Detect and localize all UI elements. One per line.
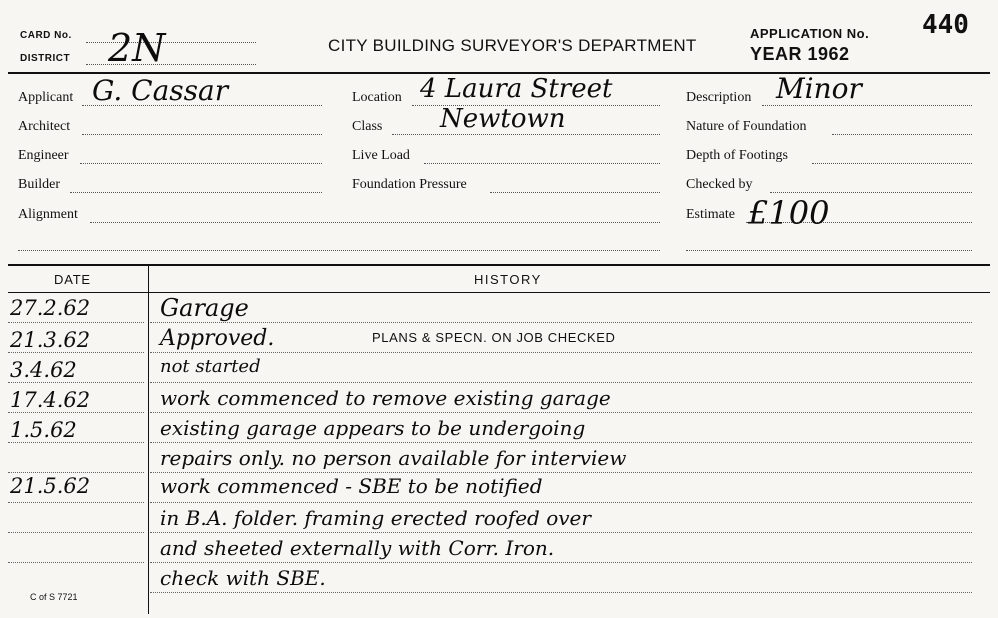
date-cell: 21.5.62	[10, 474, 91, 498]
ruled-line	[150, 532, 972, 533]
estimate-value: £100	[748, 194, 830, 232]
depth-of-footings-label: Depth of Footings	[686, 148, 788, 163]
date-cell: 21.3.62	[10, 328, 91, 352]
class-line	[392, 134, 660, 135]
year-label: YEAR 1962	[750, 44, 850, 64]
alignment-line	[90, 222, 660, 223]
alignment-label: Alignment	[18, 207, 78, 222]
live-load-line	[424, 163, 660, 164]
ruled-line	[150, 562, 972, 563]
history-header-rule	[8, 292, 990, 293]
history-entry: Garage	[160, 294, 249, 322]
blank-line	[18, 250, 660, 251]
class-value: Newtown	[440, 104, 566, 134]
date-ruled-line	[8, 352, 144, 353]
date-cell: 1.5.62	[10, 418, 77, 442]
date-header: DATE	[54, 272, 91, 287]
description-value: Minor	[776, 72, 862, 105]
ruled-line	[150, 382, 972, 383]
builder-line	[70, 192, 322, 193]
history-entry: and sheeted externally with Corr. Iron.	[160, 536, 555, 560]
form-code: C of S 7721	[30, 592, 78, 602]
ruled-line	[150, 412, 972, 413]
ruled-line	[150, 352, 972, 353]
description-label: Description	[686, 90, 752, 105]
date-cell: 17.4.62	[10, 388, 91, 412]
card-no-label: CARD No.	[20, 30, 72, 41]
history-entry: in B.A. folder. framing erected roofed over	[160, 506, 591, 530]
application-label: APPLICATION No.	[750, 26, 870, 41]
history-header: HISTORY	[474, 272, 542, 287]
history-entry: check with SBE.	[160, 566, 326, 590]
history-entry: Approved.	[160, 326, 275, 351]
blank-line-right	[686, 250, 972, 251]
location-label: Location	[352, 90, 402, 105]
district-value: 2N	[108, 26, 166, 70]
history-entry: work commenced - SBE to be notified	[160, 474, 543, 498]
foundation-pressure-line	[490, 192, 660, 193]
history-entry: not started	[160, 356, 261, 377]
ruled-line	[150, 322, 972, 323]
checked-by-label: Checked by	[686, 177, 753, 192]
foundation-pressure-label: Foundation Pressure	[352, 177, 467, 192]
department-title: CITY BUILDING SURVEYOR'S DEPARTMENT	[328, 36, 697, 55]
architect-label: Architect	[18, 119, 71, 134]
history-entry: existing garage appears to be undergoing	[160, 416, 586, 440]
date-ruled-line	[8, 382, 144, 383]
application-number: 440	[922, 10, 969, 40]
nature-line	[832, 134, 972, 135]
estimate-label: Estimate	[686, 207, 735, 222]
plans-checked-stamp: PLANS & SPECN. ON JOB CHECKED	[372, 330, 616, 345]
date-ruled-line	[8, 472, 144, 473]
applicant-label: Applicant	[18, 90, 74, 105]
ruled-line	[150, 502, 972, 503]
date-ruled-line	[8, 442, 144, 443]
history-entry: repairs only. no person available for interview	[160, 446, 627, 470]
date-ruled-line	[8, 562, 144, 563]
district-label: DISTRICT	[20, 53, 71, 64]
architect-line	[82, 134, 322, 135]
description-line	[762, 105, 972, 106]
date-ruled-line	[8, 502, 144, 503]
applicant-value: G. Cassar	[92, 74, 229, 107]
history-entry: work commenced to remove existing garage	[160, 386, 611, 410]
builder-label: Builder	[18, 177, 60, 192]
ruled-line	[150, 592, 972, 593]
date-ruled-line	[8, 532, 144, 533]
class-label: Class	[352, 119, 383, 134]
engineer-line	[80, 163, 322, 164]
date-ruled-line	[8, 322, 144, 323]
engineer-label: Engineer	[18, 148, 69, 163]
nature-of-foundation-label: Nature of Foundation	[686, 119, 807, 134]
date-cell: 27.2.62	[10, 296, 91, 320]
checked-line	[770, 192, 972, 193]
date-column-divider	[148, 264, 149, 614]
ruled-line	[150, 472, 972, 473]
date-ruled-line	[8, 412, 144, 413]
depth-line	[812, 163, 972, 164]
live-load-label: Live Load	[352, 148, 410, 163]
location-value: 4 Laura Street	[420, 74, 613, 104]
date-cell: 3.4.62	[10, 358, 77, 382]
ruled-line	[150, 442, 972, 443]
history-top-rule	[8, 264, 990, 266]
